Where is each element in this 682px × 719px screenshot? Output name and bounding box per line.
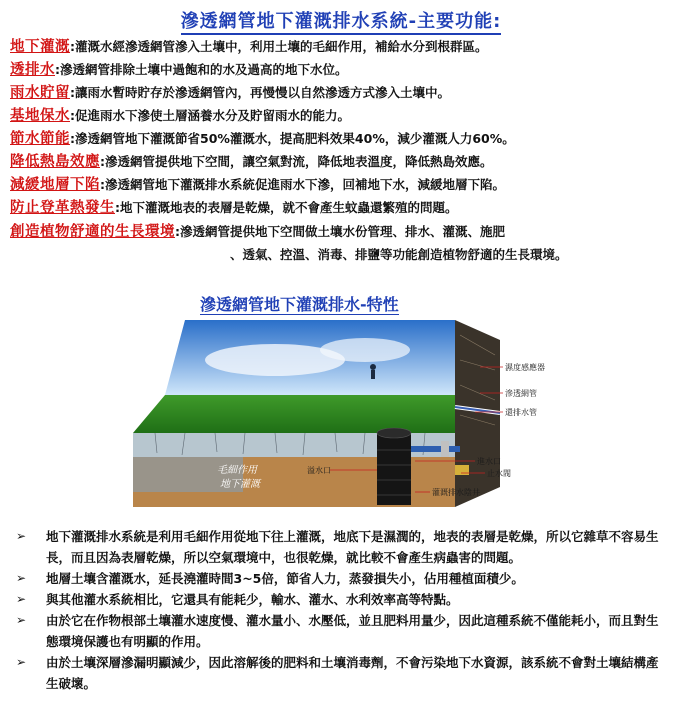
feature-row: [10, 83, 678, 103]
feature-row: [10, 222, 678, 242]
feature-desc: :灌溉水經滲透網管滲入土壤中，利用土壤的毛細作用，補給水分到根群區。: [70, 39, 488, 54]
arrow-marker-icon: ➢: [16, 613, 27, 627]
feature-term: 透排水: [10, 62, 55, 78]
label-pipe: 滲透網管: [505, 389, 537, 398]
drain-well: [377, 433, 411, 505]
list-item: ➢ 與其他灌水系統相比，它還具有能耗少，輸水、灌水、水利效率高等特點。: [16, 589, 666, 610]
feature-desc: :滲透網管排除土壤中過飽和的水及過高的地下水位。: [55, 62, 348, 77]
label-drain-well: 灌溉排水陰井: [432, 488, 480, 497]
feature-desc: :滲透網管提供地下空間，讓空氣對流，降低地表溫度，降低熱島效應。: [100, 154, 493, 169]
list-item: ➢ 地下灌溉排水系統是利用毛細作用從地下往上灌溉，地底下是濕潤的，地表的表層是乾燥，所以它雜草不容易生長，而且因為表層乾燥，所以空氣環境中，也很乾燥，就比較不會產生病蟲害的問題。: [16, 526, 666, 568]
feature-desc: :讓雨水暫時貯存於滲透網管內，再慢慢以自然滲透方式滲入土壤中。: [70, 85, 451, 100]
feature-row: [10, 60, 678, 80]
list-item: ➢ 由於它在作物根部土壤灌水速度慢、灌水量小、水壓低，並且肥料用量少，因此這種系統不僅能耗小，而且對生態環境保護也有明顯的作用。: [16, 610, 666, 652]
feature-desc: :地下灌溉地表的表層是乾燥，就不會產生蚊蟲還繁殖的問題。: [115, 200, 458, 215]
system-diagram: [125, 315, 555, 515]
feature-desc: :促進雨水下滲使土層涵養水分及貯留雨水的能力。: [70, 108, 350, 123]
feature-term: 創造植物舒適的生長環境: [10, 224, 175, 240]
characteristics-list: [16, 526, 666, 694]
feature-row: [10, 37, 678, 57]
feature-continuation: 、透氣、控溫、消毒、排鹽等功能創造植物舒適的生長環境。: [230, 247, 568, 262]
feature-row: [10, 152, 678, 172]
feature-row: [10, 198, 678, 218]
feature-desc: :滲透網管地下灌溉節省50%灌溉水，提高肥料效果40%，減少灌溉人力60%。: [70, 131, 515, 146]
label-drain-pipe: 還排水管: [505, 408, 537, 417]
label-subirrigation: 地下灌溉: [220, 479, 260, 490]
drain-pipe: [405, 446, 460, 452]
feature-term: 基地保水: [10, 108, 70, 124]
check-valve: [455, 465, 469, 475]
feature-term: 降低熱島效應: [10, 154, 100, 170]
section-title: 滲透網管地下灌溉排水-特性: [200, 295, 399, 314]
list-item: ➢ 地層土壤含灌溉水，延長澆灌時間3~5倍，節省人力，蒸發損失小，佔用種植面積少。: [16, 568, 666, 589]
feature-term: 節水節能: [10, 131, 70, 147]
feature-row: [10, 106, 678, 126]
label-overflow: 溢水口: [307, 466, 331, 475]
grass-field: [133, 395, 455, 433]
feature-desc: :滲透網管地下灌溉排水系統促進雨水下滲，回補地下水，減緩地層下陷。: [100, 177, 506, 192]
feature-desc: :滲透網管提供地下空間做土壤水份管理、排水、灌溉、施肥: [175, 224, 505, 239]
list-item: ➢ 由於土壤深層滲漏明顯減少，因此溶解後的肥料和土壤消毒劑，不會污染地下水資源，該系統不會對土壤結構產生破壞。: [16, 652, 666, 694]
arrow-marker-icon: ➢: [16, 592, 27, 606]
arrow-marker-icon: ➢: [16, 529, 27, 543]
arrow-marker-icon: ➢: [16, 571, 27, 585]
feature-term: 雨水貯留: [10, 85, 70, 101]
main-title: 滲透網管地下灌溉排水系統-主要功能:: [0, 7, 682, 33]
label-capillary: 毛細作用: [217, 465, 257, 476]
feature-term: 防止登革熱發生: [10, 200, 115, 216]
feature-row: [10, 175, 678, 195]
feature-term: 減緩地層下陷: [10, 177, 100, 193]
label-check-valve: 止水閥: [487, 469, 511, 478]
arrow-marker-icon: ➢: [16, 655, 27, 669]
feature-row: [10, 129, 678, 149]
feature-term: 地下灌溉: [10, 39, 70, 55]
label-inlet: 進水口: [477, 457, 501, 466]
label-sensor: 濕度感應器: [505, 363, 545, 372]
